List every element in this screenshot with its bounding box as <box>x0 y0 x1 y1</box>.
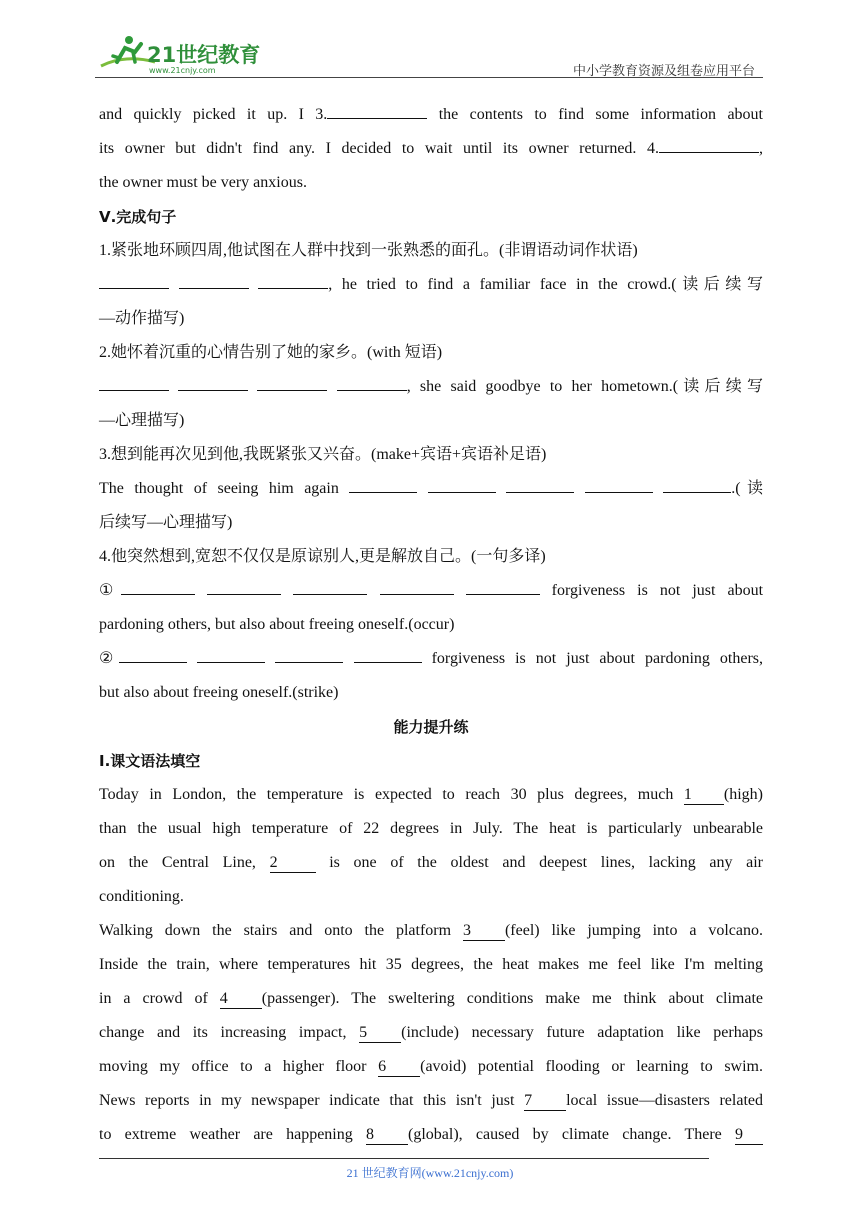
question-3-cont: 后续写—心理描写) <box>99 514 233 531</box>
answer-blank[interactable] <box>119 644 187 663</box>
question-2-prompt: 2.她怀着沉重的心情告别了她的家乡。(with 短语) <box>99 344 443 361</box>
blank-number-3[interactable]: 3 <box>463 922 505 941</box>
answer-blank[interactable] <box>178 372 248 391</box>
answer-blank[interactable] <box>337 372 407 391</box>
answer-blank[interactable] <box>428 474 496 493</box>
answer-blank[interactable] <box>179 270 249 289</box>
answer-blank[interactable] <box>466 576 540 595</box>
answer-blank[interactable] <box>99 372 169 391</box>
answer-blank[interactable] <box>99 270 169 289</box>
blank-number-4[interactable]: 4 <box>220 990 262 1009</box>
svg-text:21世纪教育: 21世纪教育 <box>147 43 261 67</box>
worksheet-content <box>99 98 763 1152</box>
answer-blank[interactable] <box>257 372 327 391</box>
blank-number-7[interactable]: 7 <box>524 1092 566 1111</box>
header-platform-name: 中小学教育资源及组卷应用平台 <box>572 63 755 78</box>
passage-line: Inside the train, where temperatures hit 35 degrees, the heat makes me feel like I'm melting <box>99 956 763 973</box>
question-4b-cont: but also about freeing oneself.(strike) <box>99 684 339 701</box>
section-heading-ability: 能力提升练 <box>393 718 469 736</box>
passage-line: its owner but didn't find any. I decided to wait until its owner returned. 4. , <box>99 132 763 166</box>
answer-blank[interactable] <box>506 474 574 493</box>
blank-4[interactable] <box>659 134 759 153</box>
question-3-answer: The thought of seeing him again .(读 <box>99 472 763 506</box>
answer-blank[interactable] <box>380 576 454 595</box>
footer-site[interactable]: 21 世纪教育网(www.21cnjy.com) <box>346 1166 514 1180</box>
footer-divider <box>99 1158 709 1159</box>
blank-3[interactable] <box>327 100 427 119</box>
question-1-cont: —动作描写) <box>99 310 185 327</box>
passage-line: the owner must be very anxious. <box>99 174 307 191</box>
question-2-cont: —心理描写) <box>99 412 185 429</box>
question-1-answer: , he tried to find a familiar face in the crowd.(读后续写 <box>99 268 763 302</box>
passage-line: Today in London, the temperature is expected to reach 30 plus degrees, much 1 (high) <box>99 786 763 803</box>
svg-text:www.21cnjy.com: www.21cnjy.com <box>149 66 216 75</box>
passage-line: on the Central Line, 2 is one of the oldest and deepest lines, lacking any air <box>99 854 763 871</box>
answer-blank[interactable] <box>258 270 328 289</box>
passage-line: Walking down the stairs and onto the platform 3 (feel) like jumping into a volcano. <box>99 922 763 939</box>
answer-blank[interactable] <box>197 644 265 663</box>
blank-number-8[interactable]: 8 <box>366 1126 408 1145</box>
passage-line: News reports in my newspaper indicate that this isn't just 7 local issue—disasters related <box>99 1092 764 1109</box>
section-title-grammar-fill: Ⅰ.课文语法填空 <box>99 752 201 770</box>
question-4-prompt: 4.他突然想到,宽恕不仅仅是原谅别人,更是解放自己。(一句多译) <box>99 548 546 565</box>
passage-line: moving my office to a higher floor 6 (avoid) potential flooding or learning to swim. <box>99 1058 764 1075</box>
answer-blank[interactable] <box>207 576 281 595</box>
blank-number-9[interactable]: 9 <box>735 1126 763 1145</box>
section-title-complete-sentences: Ⅴ.完成句子 <box>99 208 177 226</box>
answer-blank[interactable] <box>585 474 653 493</box>
passage-line: change and its increasing impact, 5 (include) necessary future adaptation like perhaps <box>99 1024 764 1041</box>
logo-icon <box>95 32 265 78</box>
question-2-answer: , she said goodbye to her hometown.(读后续写 <box>99 370 763 404</box>
passage-line: conditioning. <box>99 888 184 905</box>
question-1-prompt: 1.紧张地环顾四周,他试图在人群中找到一张熟悉的面孔。(非谓语动词作状语) <box>99 242 638 259</box>
passage-line: and quickly picked it up. I 3. the contents to find some information about <box>99 98 763 132</box>
question-3-prompt: 3.想到能再次见到他,我既紧张又兴奋。(make+宾语+宾语补足语) <box>99 446 547 463</box>
answer-blank[interactable] <box>275 644 343 663</box>
blank-number-5[interactable]: 5 <box>359 1024 401 1043</box>
passage-line: to extreme weather are happening 8 (global), caused by climate change. There 9 <box>99 1118 763 1152</box>
question-4b-answer: ② forgiveness is not just about pardoning others, <box>99 642 763 676</box>
blank-number-1[interactable]: 1 <box>684 786 724 805</box>
answer-blank[interactable] <box>349 474 417 493</box>
question-4a-answer: ① forgiveness is not just about <box>99 574 763 608</box>
question-4a-cont: pardoning others, but also about freeing oneself.(occur) <box>99 616 455 633</box>
passage-line: in a crowd of 4 (passenger). The sweltering conditions make me think about climate <box>99 990 764 1007</box>
answer-blank[interactable] <box>121 576 195 595</box>
blank-number-2[interactable]: 2 <box>270 854 316 873</box>
header-divider <box>95 77 763 78</box>
answer-blank[interactable] <box>293 576 367 595</box>
answer-blank[interactable] <box>354 644 422 663</box>
passage-line: than the usual high temperature of 22 degrees in July. The heat is particularly unbearable <box>99 820 763 837</box>
answer-blank[interactable] <box>663 474 731 493</box>
blank-number-6[interactable]: 6 <box>378 1058 420 1077</box>
page-header <box>95 32 763 78</box>
